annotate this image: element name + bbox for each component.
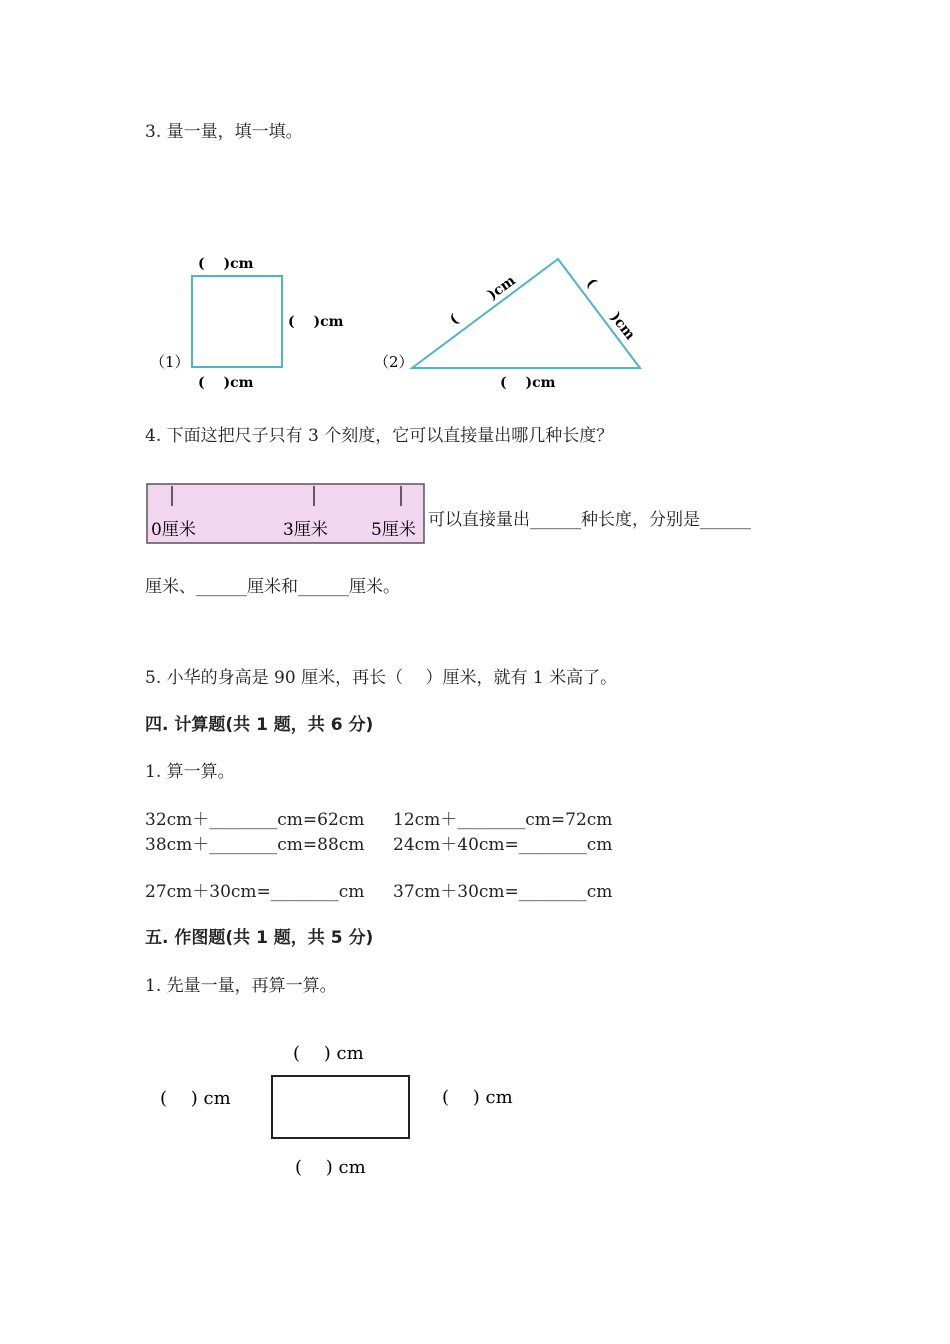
q3-title: 3. 量一量，填一填。	[145, 122, 303, 142]
ruler-mark-0: 0厘米	[151, 520, 196, 540]
q5-title: 5. 小华的身高是 90 厘米，再长（ ）厘米，就有 1 米高了。	[145, 668, 618, 688]
square-shape	[192, 276, 282, 367]
calc-row1-right: 12cm＋________cm=72cm	[393, 810, 613, 830]
fig2-right-paren: (	[582, 275, 600, 291]
triangle-shape	[412, 259, 640, 368]
fig2-left-paren: (	[446, 311, 462, 329]
q3-figure-triangle	[370, 245, 660, 395]
fig2-label: （2）	[374, 353, 414, 371]
rect-right-blank: ( ) cm	[442, 1087, 513, 1108]
rect-bottom-blank: ( ) cm	[295, 1157, 366, 1178]
section4-q1-title: 1. 算一算。	[145, 762, 235, 782]
calc-row3-right: 37cm＋30cm=________cm	[393, 882, 613, 902]
fig1-right-blank: ( )cm	[288, 314, 344, 330]
q4-answer-line2: 厘米、______厘米和______厘米。	[145, 577, 400, 597]
fig2-left-blank: )cm	[484, 272, 519, 304]
fig2-right-blank: )cm	[606, 309, 638, 344]
fig1-label: （1）	[150, 353, 190, 371]
calc-row2-left: 38cm＋________cm=88cm	[145, 835, 365, 855]
ruler-mark-3: 3厘米	[283, 520, 328, 540]
section5-q1-title: 1. 先量一量，再算一算。	[145, 976, 337, 996]
section4-heading: 四. 计算题(共 1 题，共 6 分)	[145, 715, 374, 735]
section5-heading: 五. 作图题(共 1 题，共 5 分)	[145, 928, 374, 948]
q-rect-figure	[150, 1030, 570, 1190]
q3-figure-square	[140, 245, 380, 395]
fig2-bottom-blank: ( )cm	[500, 375, 556, 391]
ruler-mark-5: 5厘米	[371, 520, 416, 540]
calc-row1-left: 32cm＋________cm=62cm	[145, 810, 365, 830]
rectangle-shape	[272, 1076, 409, 1138]
rect-top-blank: ( ) cm	[293, 1043, 364, 1064]
rect-left-blank: ( ) cm	[160, 1088, 231, 1109]
calc-row2-right: 24cm＋40cm=________cm	[393, 835, 613, 855]
fig1-top-blank: ( )cm	[198, 256, 254, 272]
fig1-bottom-blank: ( )cm	[198, 375, 254, 391]
ruler	[145, 482, 427, 546]
q4-answer-line1: 可以直接量出______种长度，分别是______	[428, 510, 751, 530]
q4-title: 4. 下面这把尺子只有 3 个刻度，它可以直接量出哪几种长度？	[145, 426, 614, 446]
calc-row3-left: 27cm＋30cm=________cm	[145, 882, 365, 902]
